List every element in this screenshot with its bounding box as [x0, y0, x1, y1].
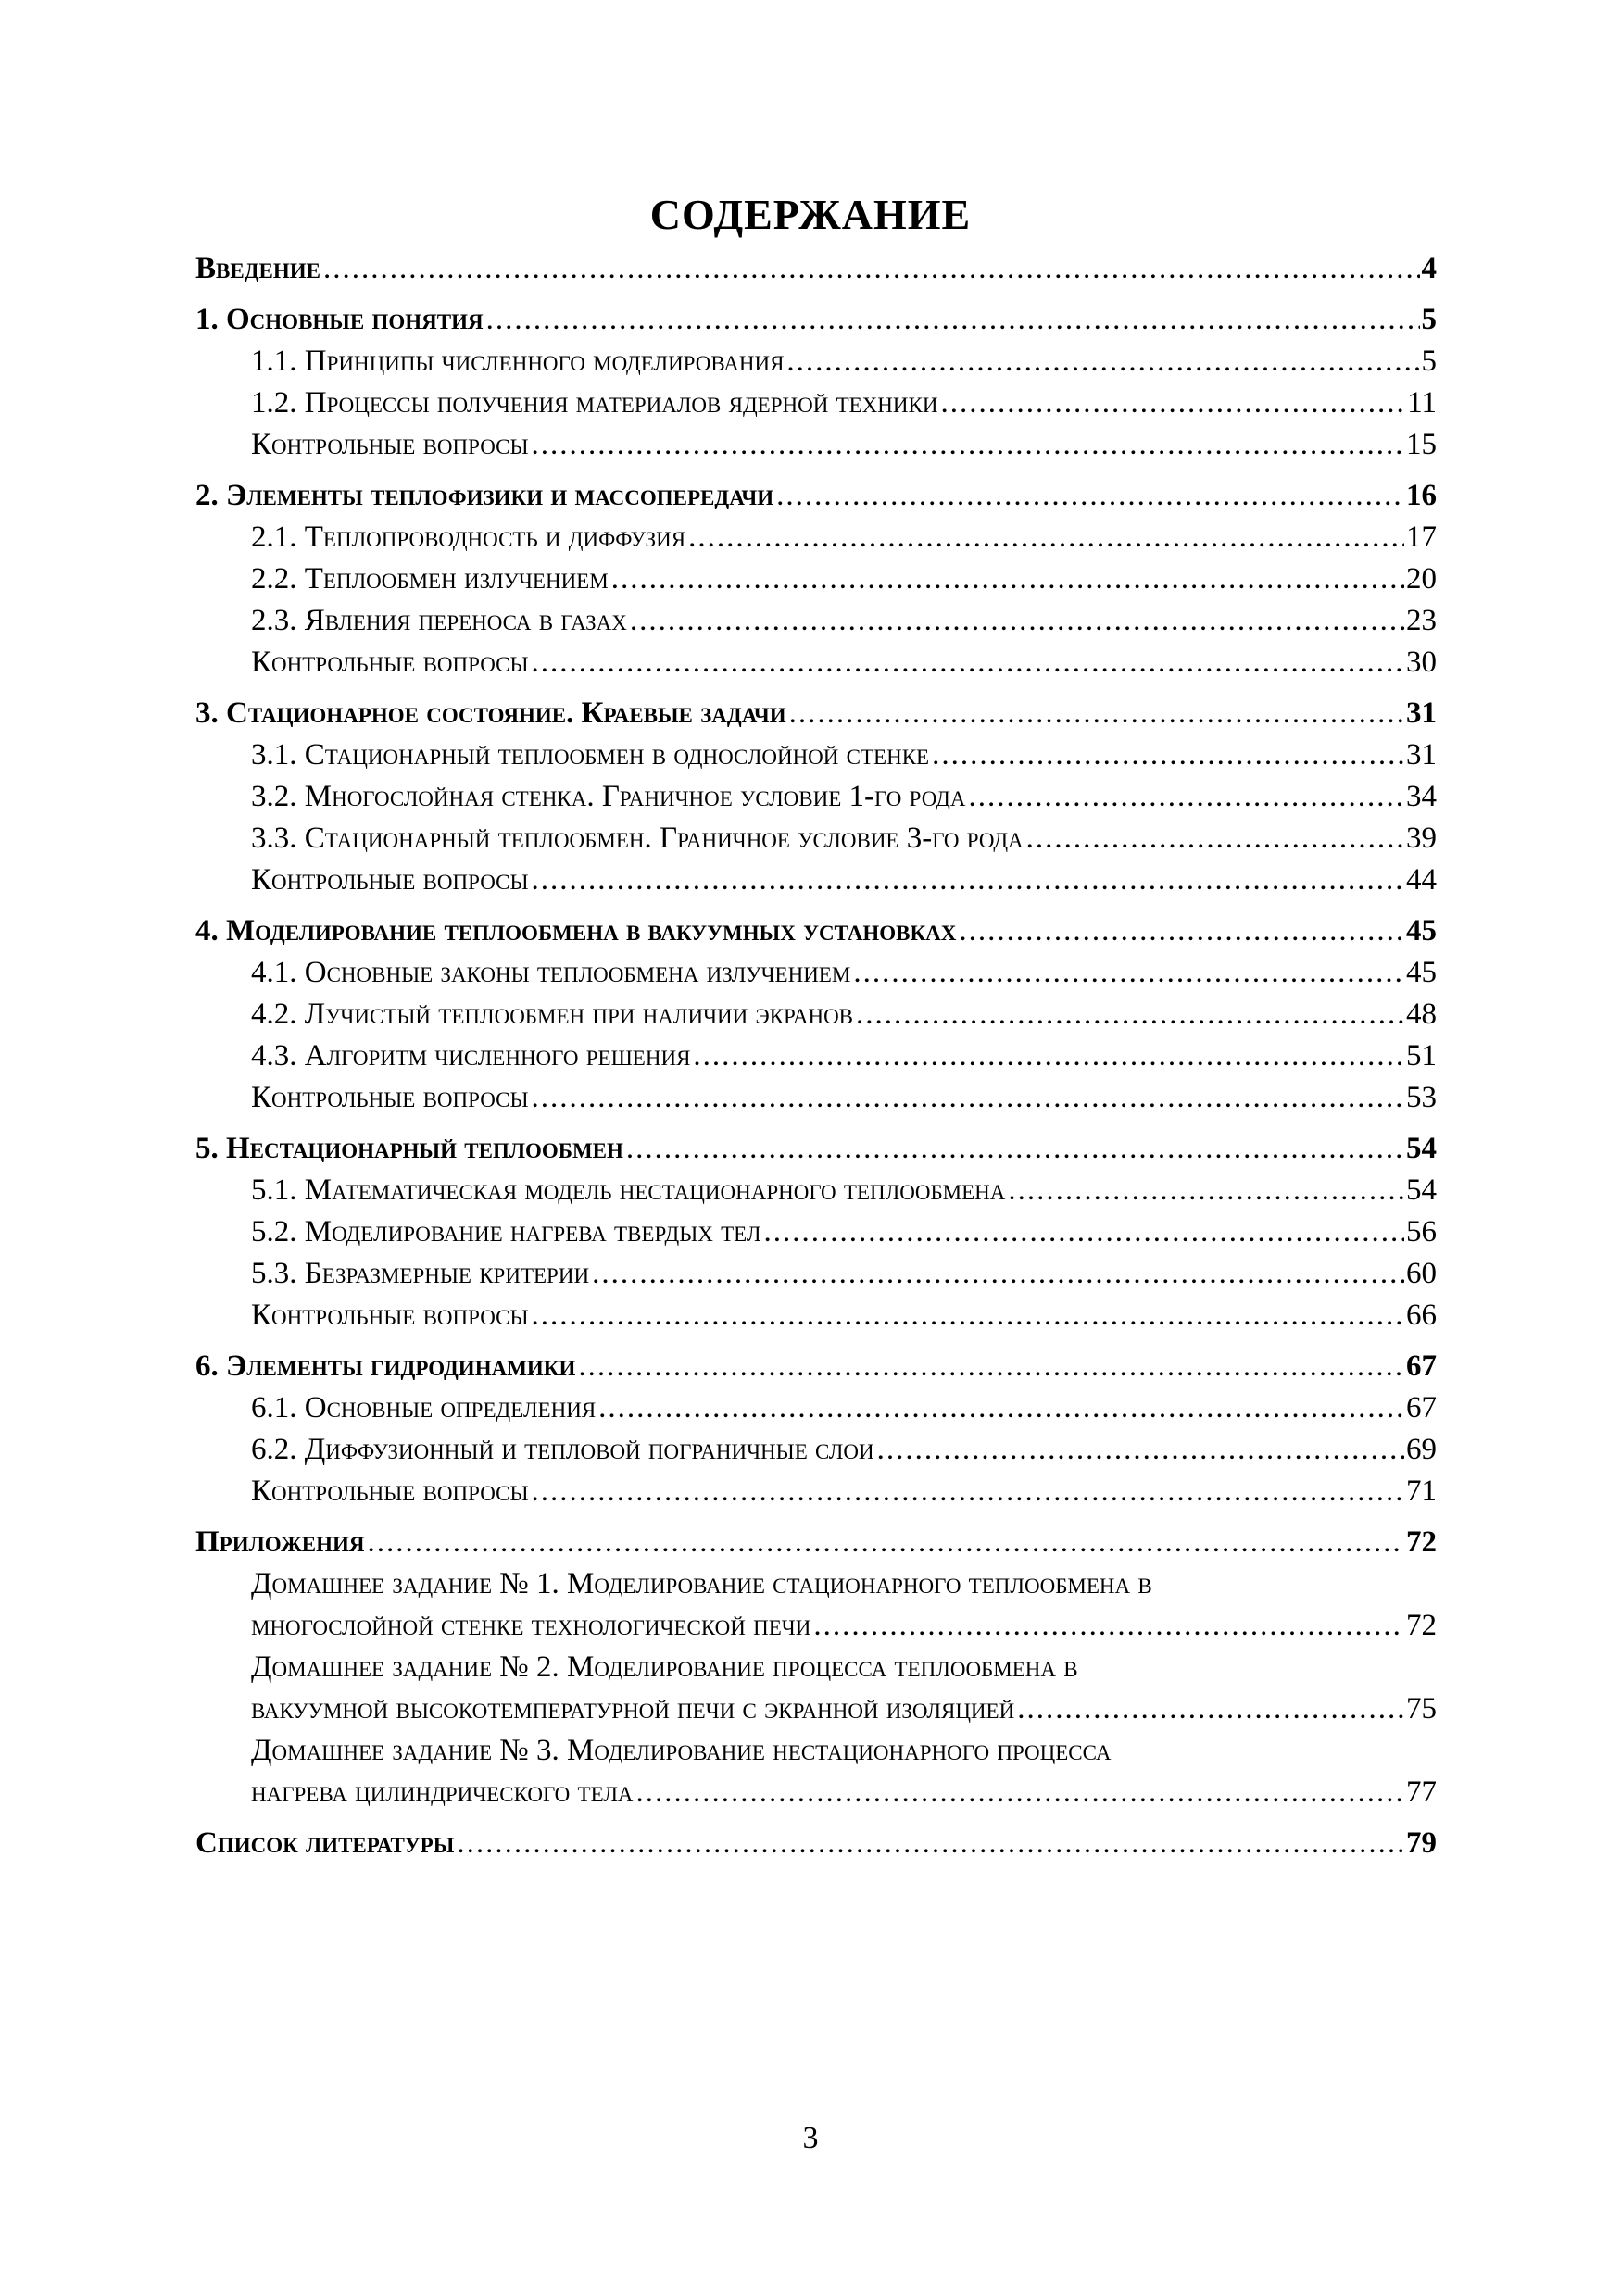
toc-entry-page: 45	[1406, 956, 1437, 989]
dot-leader	[786, 345, 1419, 379]
dot-leader	[532, 1299, 1404, 1333]
dot-leader	[626, 1132, 1404, 1166]
toc-entry-page: 51	[1406, 1039, 1437, 1073]
toc-appendices[interactable]	[195, 1525, 1437, 1567]
toc-questions-1[interactable]	[195, 428, 1437, 470]
toc-entry-label: 3.1. Стационарный теплообмен в однослойной стенке	[251, 738, 930, 772]
toc-entry-page: 44	[1406, 863, 1437, 897]
toc-entry-label: Введение	[195, 252, 320, 285]
toc-section-6-1[interactable]	[195, 1391, 1437, 1433]
toc-section-2-3[interactable]	[195, 604, 1437, 646]
toc-entry-page: 31	[1406, 696, 1437, 730]
toc-entry-label: Домашнее задание № 1. Моделирование стационарного теплообмена в	[251, 1567, 1152, 1600]
toc-entry-page: 79	[1406, 1826, 1437, 1860]
dot-leader	[636, 1775, 1404, 1810]
toc-entry-page: 53	[1406, 1081, 1437, 1114]
dot-leader	[368, 1525, 1404, 1560]
toc-section-3-2[interactable]	[195, 780, 1437, 822]
toc-entry-page: 67	[1406, 1349, 1437, 1383]
toc-homework-2-line-1[interactable]	[195, 1650, 1437, 1692]
toc-section-3-1[interactable]	[195, 738, 1437, 780]
toc-section-2-1[interactable]	[195, 521, 1437, 562]
toc-entry-label: 1.2. Процессы получения материалов ядерной техники	[251, 386, 938, 420]
toc-questions-4[interactable]	[195, 1081, 1437, 1123]
dot-leader	[877, 1433, 1404, 1467]
dot-leader	[688, 521, 1404, 555]
dot-leader	[856, 997, 1404, 1032]
toc-entry-page: 23	[1406, 604, 1437, 637]
toc-entry-label: Контрольные вопросы	[251, 1474, 529, 1508]
dot-leader	[932, 738, 1404, 772]
dot-leader	[592, 1257, 1404, 1291]
toc-homework-1-line-1[interactable]	[195, 1567, 1437, 1609]
toc-entry-page: 66	[1406, 1299, 1437, 1332]
dot-leader	[532, 1081, 1404, 1115]
toc-entry-label: 1.1. Принципы численного моделирования	[251, 345, 785, 378]
toc-references[interactable]	[195, 1826, 1437, 1868]
toc-chapter-3[interactable]	[195, 696, 1437, 738]
toc-entry-page: 11	[1407, 386, 1437, 420]
toc-entry-label: 5. Нестационарный теплообмен	[195, 1132, 623, 1165]
toc-entry-label: 2.1. Теплопроводность и диффузия	[251, 521, 686, 554]
toc-questions-5[interactable]	[195, 1299, 1437, 1340]
dot-leader	[630, 604, 1404, 638]
dot-leader	[532, 428, 1404, 462]
toc-entry-page: 48	[1406, 997, 1437, 1031]
toc-homework-3-line-1[interactable]	[195, 1734, 1437, 1775]
toc-homework-3-line-2[interactable]	[195, 1775, 1437, 1817]
toc-entry-page: 30	[1406, 646, 1437, 679]
toc-entry-page: 16	[1406, 479, 1437, 512]
dot-leader	[959, 914, 1404, 948]
toc-section-5-2[interactable]	[195, 1215, 1437, 1257]
toc-chapter-6[interactable]	[195, 1349, 1437, 1391]
dot-leader	[968, 780, 1404, 814]
toc-entry-label: 5.2. Моделирование нагрева твердых тел	[251, 1215, 761, 1248]
toc-section-5-3[interactable]	[195, 1257, 1437, 1299]
toc-entry-page: 45	[1406, 914, 1437, 947]
toc-entry-page: 5	[1421, 345, 1437, 378]
toc-entry-page: 72	[1406, 1525, 1437, 1559]
dot-leader	[776, 479, 1404, 513]
toc-entry-page: 71	[1406, 1474, 1437, 1508]
toc-section-6-2[interactable]	[195, 1433, 1437, 1474]
dot-leader	[532, 863, 1404, 897]
toc-entry-label: 5.1. Математическая модель нестационарного теплообмена	[251, 1173, 1006, 1207]
toc-entry-label: 4. Моделирование теплообмена в вакуумных установках	[195, 914, 957, 947]
toc-entry-introduction[interactable]	[195, 252, 1437, 294]
toc-section-3-3[interactable]	[195, 822, 1437, 863]
dot-leader	[940, 386, 1405, 420]
toc-entry-label: 2. Элементы теплофизики и массопередачи	[195, 479, 774, 512]
toc-entry-page: 5	[1421, 303, 1437, 336]
dot-leader	[693, 1039, 1404, 1073]
toc-entry-label: Контрольные вопросы	[251, 1081, 529, 1114]
toc-entry-page: 15	[1406, 428, 1437, 461]
toc-entry-page: 31	[1406, 738, 1437, 772]
toc-entry-label: 4.2. Лучистый теплообмен при наличии экранов	[251, 997, 854, 1031]
dot-leader	[611, 562, 1404, 596]
toc-questions-6[interactable]	[195, 1474, 1437, 1516]
dot-leader	[789, 696, 1404, 731]
toc-entry-page: 34	[1406, 780, 1437, 813]
toc-entry-label: Контрольные вопросы	[251, 646, 529, 679]
toc-entry-page: 69	[1406, 1433, 1437, 1466]
toc-entry-label: Контрольные вопросы	[251, 428, 529, 461]
toc-entry-label: 2.2. Теплообмен излучением	[251, 562, 609, 596]
dot-leader	[1017, 1692, 1404, 1726]
toc-section-4-3[interactable]	[195, 1039, 1437, 1081]
toc-entry-label: Список литературы	[195, 1826, 455, 1860]
toc-entry-label: 4.1. Основные законы теплообмена излучением	[251, 956, 851, 989]
toc-entry-label: Контрольные вопросы	[251, 863, 529, 897]
dot-leader	[764, 1215, 1404, 1249]
toc-entry-label: 3.3. Стационарный теплообмен. Граничное условие 3-го рода	[251, 822, 1024, 855]
toc-entry-page: 20	[1406, 562, 1437, 596]
toc-entry-label: Домашнее задание № 2. Моделирование процесса теплообмена в	[251, 1650, 1078, 1684]
toc-chapter-4[interactable]	[195, 914, 1437, 956]
toc-section-4-2[interactable]	[195, 997, 1437, 1039]
toc-homework-2-line-2[interactable]	[195, 1692, 1437, 1734]
dot-leader	[532, 646, 1404, 680]
dot-leader	[1026, 822, 1404, 856]
toc-section-1-1[interactable]	[195, 345, 1437, 386]
toc-entry-page: 39	[1406, 822, 1437, 855]
toc-entry-page: 75	[1406, 1692, 1437, 1725]
toc-entry-label: 2.3. Явления переноса в газах	[251, 604, 627, 637]
toc-chapter-5[interactable]	[195, 1132, 1437, 1173]
toc-entry-page: 56	[1406, 1215, 1437, 1248]
toc-entry-label: Домашнее задание № 3. Моделирование нестационарного процесса	[251, 1734, 1112, 1767]
toc-entry-label: 6.2. Диффузионный и тепловой пограничные слои	[251, 1433, 874, 1466]
toc-entry-label: 5.3. Безразмерные критерии	[251, 1257, 590, 1290]
toc-section-2-2[interactable]	[195, 562, 1437, 604]
toc-entry-page: 77	[1406, 1775, 1437, 1809]
toc-entry-label: 3. Стационарное состояние. Краевые задачи	[195, 696, 786, 730]
toc-entry-page: 54	[1406, 1173, 1437, 1207]
dot-leader	[853, 956, 1404, 990]
toc-entry-label: 1. Основные понятия	[195, 303, 484, 336]
toc-section-4-1[interactable]	[195, 956, 1437, 997]
toc-entry-page: 17	[1406, 521, 1437, 554]
toc-chapter-1[interactable]	[195, 303, 1437, 345]
toc-entry-label: 6. Элементы гидродинамики	[195, 1349, 576, 1383]
dot-leader	[813, 1609, 1404, 1643]
dot-leader	[1008, 1173, 1404, 1208]
toc-entry-label: 4.3. Алгоритм численного решения	[251, 1039, 691, 1073]
toc-entry-label: Контрольные вопросы	[251, 1299, 529, 1332]
dot-leader	[323, 252, 1420, 286]
toc-entry-label: нагрева цилиндрического тела	[251, 1775, 634, 1809]
page-number: 3	[802, 2121, 819, 2155]
toc-entry-page: 67	[1406, 1391, 1437, 1424]
toc-chapter-2[interactable]	[195, 479, 1437, 521]
page-title: СОДЕРЖАНИЕ	[649, 191, 972, 238]
dot-leader	[486, 303, 1420, 337]
toc-entry-label: 6.1. Основные определения	[251, 1391, 597, 1424]
table-of-contents	[195, 252, 1437, 1868]
dot-leader	[578, 1349, 1404, 1384]
toc-homework-1-line-2[interactable]	[195, 1609, 1437, 1650]
dot-leader	[598, 1391, 1404, 1425]
toc-questions-3[interactable]	[195, 863, 1437, 905]
toc-entry-page: 60	[1406, 1257, 1437, 1290]
toc-entry-label: вакуумной высокотемпературной печи с экранной изоляцией	[251, 1692, 1015, 1725]
toc-entry-label: Приложения	[195, 1525, 365, 1559]
toc-entry-label: многослойной стенке технологической печи	[251, 1609, 811, 1642]
toc-entry-page: 4	[1421, 252, 1437, 285]
toc-section-1-2[interactable]	[195, 386, 1437, 428]
toc-questions-2[interactable]	[195, 646, 1437, 687]
toc-section-5-1[interactable]	[195, 1173, 1437, 1215]
toc-entry-page: 54	[1406, 1132, 1437, 1165]
toc-entry-label: 3.2. Многослойная стенка. Граничное условие 1-го рода	[251, 780, 966, 813]
dot-leader	[532, 1474, 1404, 1509]
toc-entry-page: 72	[1406, 1609, 1437, 1642]
dot-leader	[457, 1826, 1404, 1861]
